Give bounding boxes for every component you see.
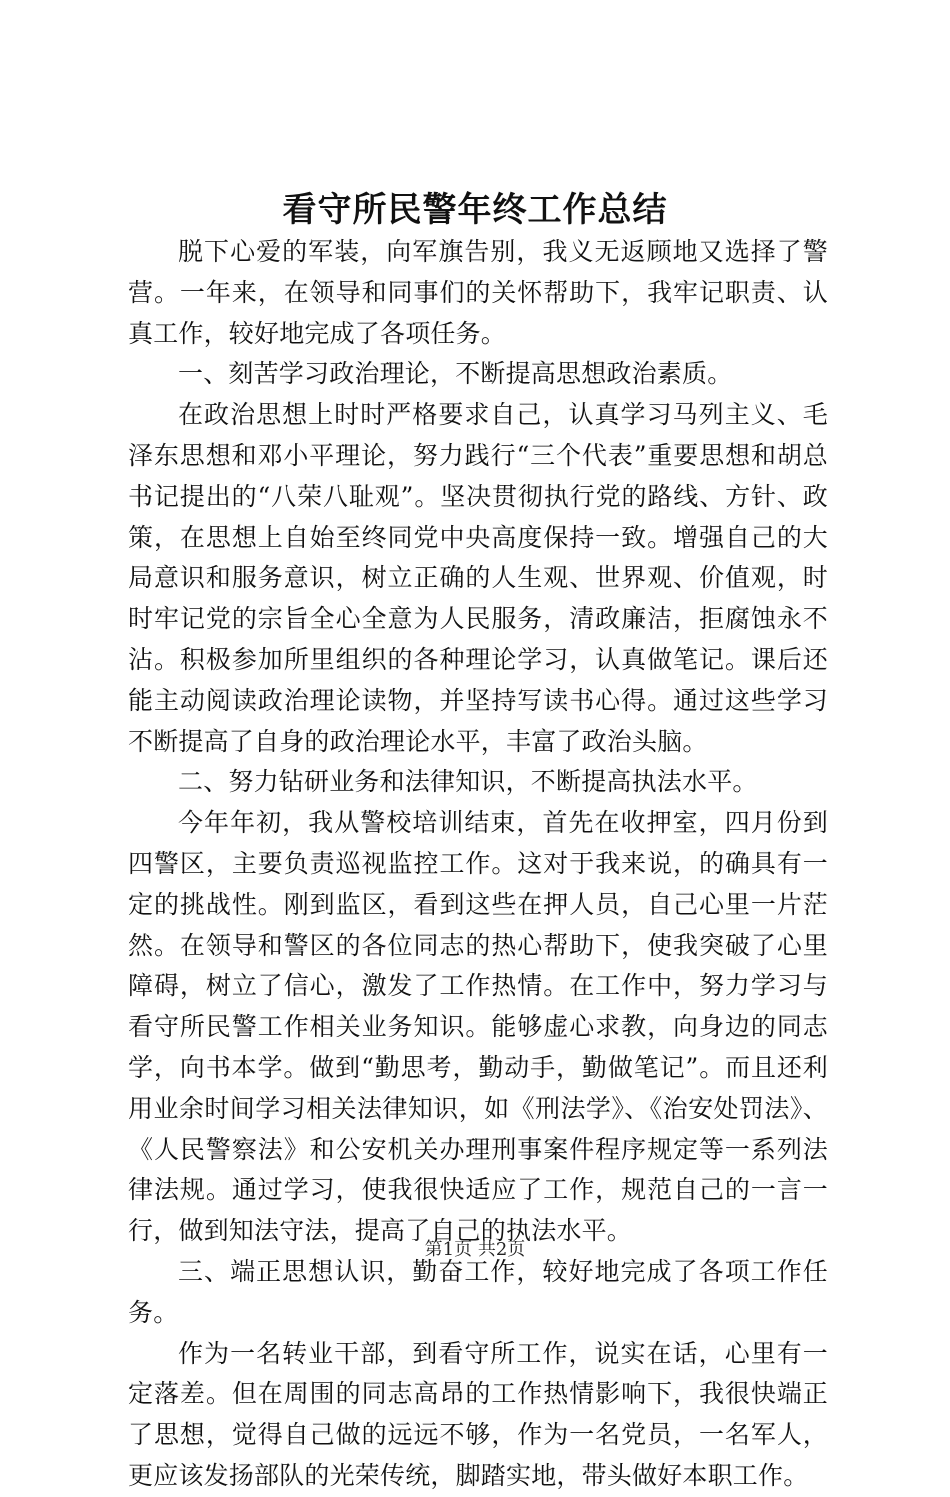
page-number-footer: 第1页 共2页: [424, 1239, 526, 1260]
paragraph-section-2: 今年年初，我从警校培训结束，首先在收押室，四月份到四警区，主要负责巡视监控工作。这对于我来说，的确具有一定的挑战性。刚到监区，看到这些在押人员，自己心里一片茫然。在领导和警区的各位同志的热心帮助下，使我突破了心里障碍，树立了信心，激发了工作热情。在工作中，努力学习与看守所民警工作相关业务知识。能够虚心求教，向身边的同志学，向书本学。做到“勤思考，勤动手，勤做笔记”。而且还利用业余时间学习相关法律知识，如《刑法学》、《治安处罚法》、《人民警察法》和公安机关办理刑事案件程序规定等一系列法律法规。通过学习，使我很快适应了工作，规范自己的一言一行，做到知法守法，提高了自己的执法水平。: [128, 808, 828, 1246]
document-title: 看守所民警年终工作总结: [282, 190, 668, 230]
section-heading-1: 一、刻苦学习政治理论，不断提高思想政治素质。: [178, 359, 733, 389]
paragraph-section-3: 作为一名转业干部，到看守所工作，说实在话，心里有一定落差。但在周围的同志高昂的工作热情影响下，我很快端正了思想，觉得自己做的远远不够，作为一名党员，一名军人，更应该发扬部队的光荣传统，脚踏实地，带头做好本职工作。: [128, 1338, 828, 1490]
section-heading-2: 二、努力钻研业务和法律知识，不断提高执法水平。: [178, 767, 758, 797]
document-body: [128, 232, 828, 1497]
paragraph-section-1: 在政治思想上时时严格要求自己，认真学习马列主义、毛泽东思想和邓小平理论，努力践行“三个代表”重要思想和胡总书记提出的“八荣八耻观”。坚决贯彻执行党的路线、方针、政策，在思想上自始至终同党中央高度保持一致。增强自己的大局意识和服务意识，树立正确的人生观、世界观、价值观，时时牢记党的宗旨全心全意为人民服务，清政廉洁，拒腐蚀永不沾。积极参加所里组织的各种理论学习，认真做笔记。课后还能主动阅读政治理论读物，并坚持写读书心得。通过这些学习不断提高了自身的政治理论水平，丰富了政治头脑。: [128, 400, 828, 756]
section-heading-3: 三、端正思想认识，勤奋工作，较好地完成了各项工作任务。: [128, 1256, 828, 1327]
paragraph-intro: 脱下心爱的军装，向军旗告别，我义无返顾地又选择了警营。一年来，在领导和同事们的关怀帮助下，我牢记职责、认真工作，较好地完成了各项任务。: [128, 237, 828, 348]
